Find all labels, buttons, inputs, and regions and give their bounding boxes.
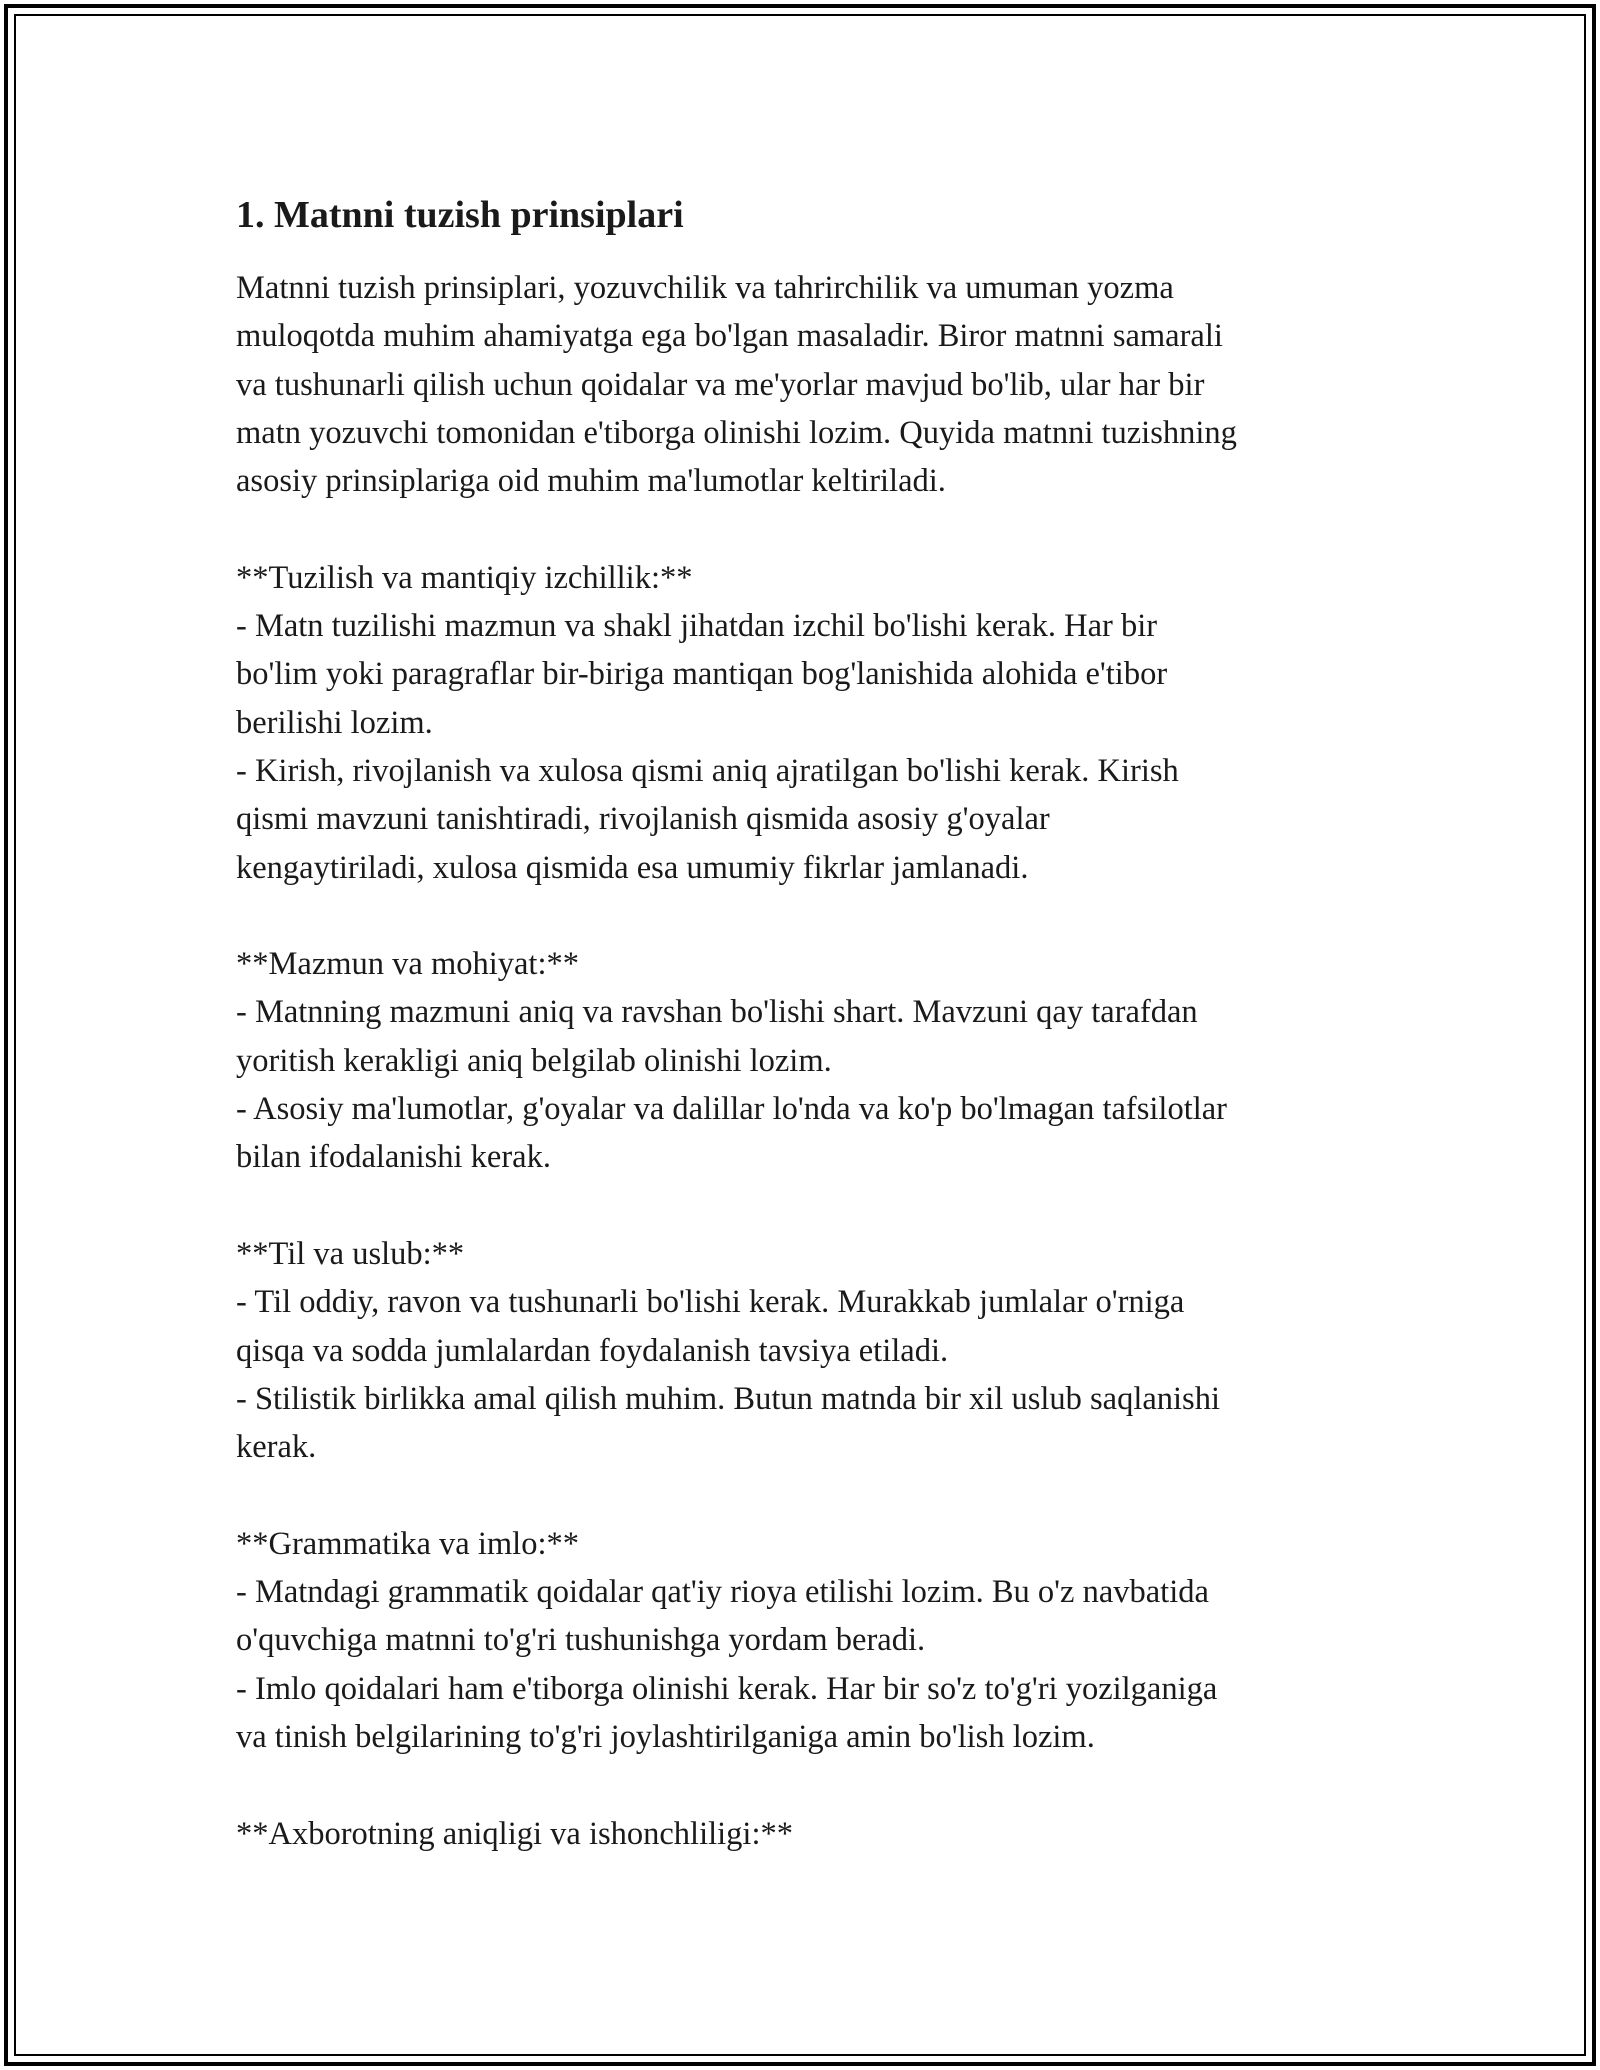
text-line: **Grammatika va imlo:**	[236, 1525, 579, 1562]
paragraph	[236, 940, 1406, 1181]
text-line: **Til va uslub:**	[236, 1235, 465, 1272]
text-line: kengaytiriladi, xulosa qismida esa umumiy fikrlar jamlanadi.	[236, 849, 1029, 886]
paragraph-spacer	[236, 1182, 1406, 1230]
text-line: yoritish kerakligi aniq belgilab olinishi lozim.	[236, 1042, 832, 1079]
paragraph	[236, 1230, 1406, 1471]
paragraph	[236, 264, 1406, 505]
paragraph-spacer	[236, 1471, 1406, 1519]
paragraph	[236, 1810, 1406, 1858]
document-title: 1. Matnni tuzish prinsiplari	[236, 194, 684, 236]
text-line: bilan ifodalanishi kerak.	[236, 1139, 551, 1176]
text-line: **Axborotning aniqligi va ishonchliligi:**	[236, 1815, 793, 1852]
text-line: qismi mavzuni tanishtiradi, rivojlanish qismida asosiy g'oyalar	[236, 801, 1050, 838]
text-line: va tinish belgilarining to'g'ri joylashtirilganiga amin bo'lish lozim.	[236, 1718, 1095, 1755]
paragraph-spacer	[236, 892, 1406, 940]
text-line: **Mazmun va mohiyat:**	[236, 946, 579, 983]
paragraph-spacer	[236, 505, 1406, 553]
paragraph	[236, 1520, 1406, 1761]
text-line: matn yozuvchi tomonidan e'tiborga olinishi lozim. Quyida matnni tuzishning	[236, 414, 1237, 451]
paragraph	[236, 554, 1406, 892]
text-line: - Kirish, rivojlanish va xulosa qismi aniq ajratilgan bo'lishi kerak. Kirish	[236, 752, 1179, 789]
text-line: - Matnning mazmuni aniq va ravshan bo'lishi shart. Mavzuni qay tarafdan	[236, 994, 1198, 1031]
text-line: - Asosiy ma'lumotlar, g'oyalar va dalillar lo'nda va ko'p bo'lmagan tafsilotlar	[236, 1091, 1227, 1128]
text-line: asosiy prinsiplariga oid muhim ma'lumotlar keltiriladi.	[236, 463, 946, 500]
text-line: - Matn tuzilishi mazmun va shakl jihatdan izchil bo'lishi kerak. Har bir	[236, 608, 1158, 645]
text-line: - Imlo qoidalari ham e'tiborga olinishi kerak. Har bir so'z to'g'ri yozilganiga	[236, 1670, 1218, 1707]
text-line: **Tuzilish va mantiqiy izchillik:**	[236, 559, 693, 596]
text-line: va tushunarli qilish uchun qoidalar va me'yorlar mavjud bo'lib, ular har bir	[236, 366, 1205, 403]
text-line: - Matndagi grammatik qoidalar qat'iy rioya etilishi lozim. Bu o'z navbatida	[236, 1574, 1209, 1611]
text-line: muloqotda muhim ahamiyatga ega bo'lgan masaladir. Biror matnni samarali	[236, 318, 1223, 355]
text-line: Matnni tuzish prinsiplari, yozuvchilik va tahrirchilik va umuman yozma	[236, 270, 1174, 306]
document-body	[236, 264, 1406, 1858]
text-line: kerak.	[236, 1429, 317, 1466]
document-page	[236, 190, 1406, 1858]
text-line: - Stilistik birlikka amal qilish muhim. Butun matnda bir xil uslub saqlanishi	[236, 1380, 1220, 1417]
text-line: - Til oddiy, ravon va tushunarli bo'lishi kerak. Murakkab jumlalar o'rniga	[236, 1284, 1185, 1321]
text-line: o'quvchiga matnni to'g'ri tushunishga yordam beradi.	[236, 1622, 926, 1659]
text-line: berilishi lozim.	[236, 704, 433, 741]
text-line: qisqa va sodda jumlalardan foydalanish tavsiya etiladi.	[236, 1332, 949, 1369]
paragraph-spacer	[236, 1761, 1406, 1809]
text-line: bo'lim yoki paragraflar bir-biriga mantiqan bog'lanishida alohida e'tibor	[236, 656, 1168, 693]
